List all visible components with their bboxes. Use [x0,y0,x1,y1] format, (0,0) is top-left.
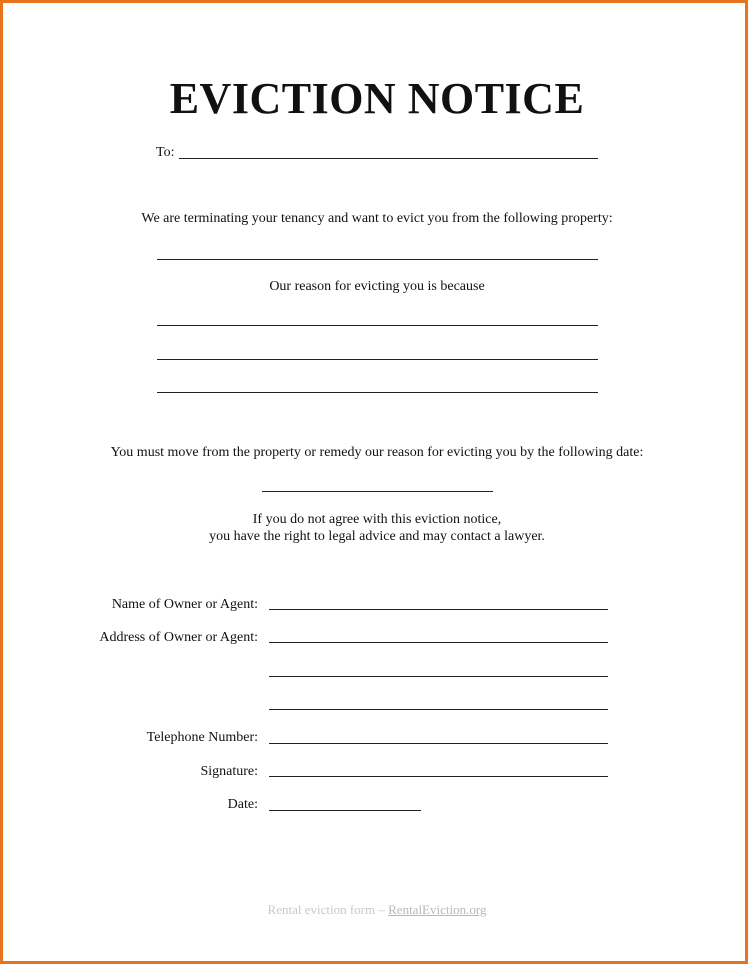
owner-address-field-line-3[interactable] [269,709,608,710]
advice-line-1: If you do not agree with this eviction notice, [252,512,502,527]
date-field-line[interactable] [269,810,421,811]
reason-text: Our reason for evicting you is because [269,279,485,294]
advice-line-2: you have the right to legal advice and may contact a lawyer. [209,529,545,544]
footer-link[interactable]: RentalEviction.org [388,902,487,917]
signature-field-line[interactable] [269,776,608,777]
move-date-field-line[interactable] [262,491,493,492]
footer [3,902,748,918]
to-label: To: [156,145,175,160]
owner-address-field-line-2[interactable] [269,676,608,677]
move-text: You must move from the property or remedy our reason for evicting you by the following date: [110,445,644,460]
reason-field-line-3[interactable] [157,392,598,393]
owner-name-label: Name of Owner or Agent: [111,597,258,612]
document-title: EVICTION NOTICE [169,74,585,123]
owner-address-label: Address of Owner or Agent: [99,630,258,645]
signature-label: Signature: [200,764,258,779]
date-label: Date: [227,797,258,812]
owner-address-field-line-1[interactable] [269,642,608,643]
terminating-text: We are terminating your tenancy and want to evict you from the following property: [141,211,613,226]
telephone-field-line[interactable] [269,743,608,744]
property-field-line[interactable] [157,259,598,260]
reason-field-line-1[interactable] [157,325,598,326]
footer-text: Rental eviction form – [267,902,389,917]
owner-name-field-line[interactable] [269,609,608,610]
reason-field-line-2[interactable] [157,359,598,360]
telephone-label: Telephone Number: [146,730,258,745]
to-field-line[interactable] [179,158,598,159]
